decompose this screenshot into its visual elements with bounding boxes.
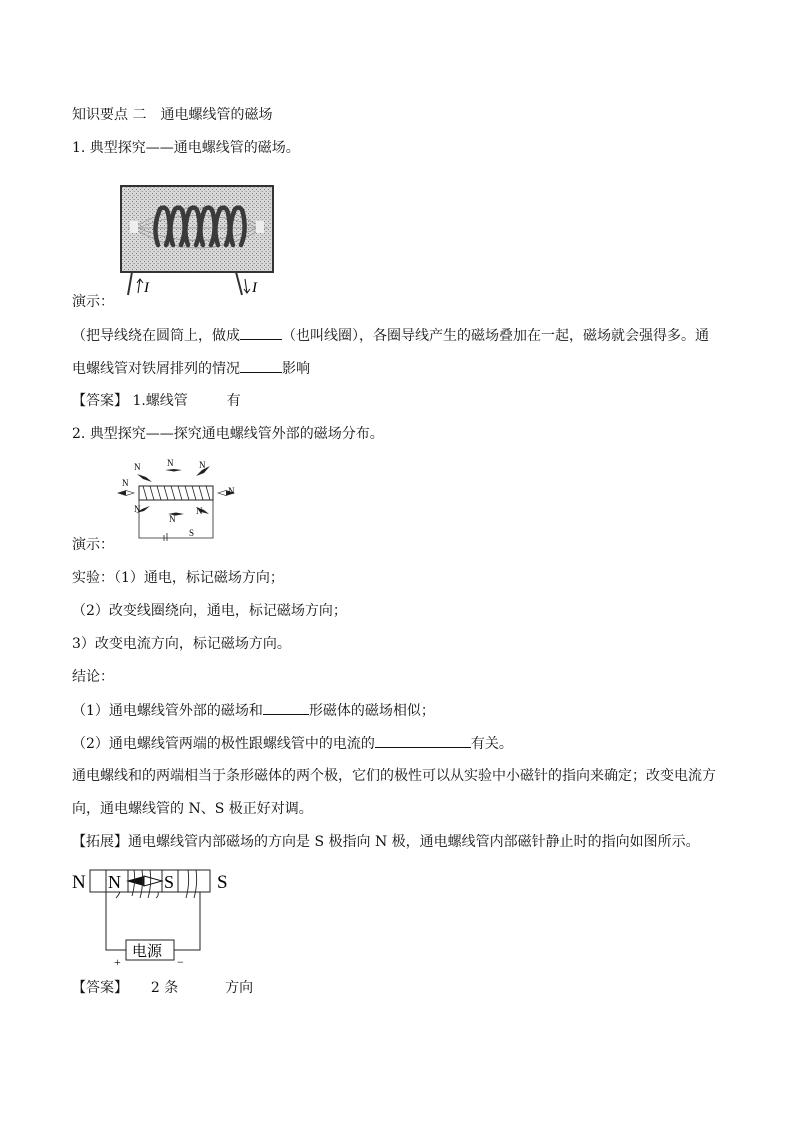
needle-n-label: N (199, 460, 206, 470)
answer-label: 【答案】 (72, 393, 128, 409)
needle-n-label: N (122, 478, 129, 488)
text-part: 有关。 (470, 736, 513, 752)
extension-label: 【拓展】 (72, 834, 128, 850)
needle-n-label: N (196, 506, 203, 516)
item2-experiment-2: （2）改变线圈绕向，通电，标记磁场方向； (72, 603, 347, 619)
text-part: 影响 (282, 361, 310, 377)
item2-experiment-3: 3）改变电流方向，标记磁场方向。 (72, 636, 291, 652)
item2-conclusion-2 (72, 733, 513, 754)
text-part: 电螺线管对铁屑排列的情况 (72, 361, 240, 377)
current-out-label: I (252, 280, 257, 296)
item2-experiment-1: 实验：（1）通电，标记磁场方向； (72, 570, 284, 586)
item1-paragraph-line1 (72, 325, 709, 346)
fill-blank-3[interactable] (263, 700, 309, 715)
plus-terminal-label: + (114, 955, 121, 969)
answer-1: 2 条 (150, 980, 179, 996)
current-in-label: I (144, 280, 149, 296)
answer-2: 方向 (225, 980, 254, 996)
needle-n-label: N (167, 458, 174, 468)
needle-n-label: N (169, 514, 176, 524)
item2-explanation-line2: 向，通电螺线管的 N、S 极正好对调。 (72, 801, 313, 817)
switch-label: S (189, 528, 195, 538)
item2-conclusion-1 (72, 700, 435, 721)
text-part: （把导线绕在圆筒上，做成 (72, 328, 240, 344)
fill-blank-2[interactable] (240, 358, 282, 373)
needle-n-label: N (134, 504, 141, 514)
item2-answer (72, 978, 253, 998)
right-pole-label: S (217, 872, 228, 893)
extension-text: 通电螺线管内部磁场的方向是 S 极指向 N 极，通电螺线管内部磁针静止时的指向如图所示。 (128, 834, 700, 850)
left-pole-label: N (72, 872, 86, 893)
item2-extension (72, 832, 700, 852)
answer-2: 有 (226, 393, 241, 409)
item1-paragraph-line2 (72, 358, 310, 379)
solenoid-compass-figure (112, 456, 247, 542)
item2-title: 2. 典型探究——探究通电螺线管外部的磁场分布。 (72, 426, 384, 442)
text-part: （1）通电螺线管外部的磁场和 (72, 703, 263, 719)
item1-title: 1. 典型探究——通电螺线管的磁场。 (72, 140, 300, 156)
fill-blank-1[interactable] (240, 325, 282, 340)
minus-terminal-label: − (177, 955, 184, 969)
inner-n-label: N (108, 872, 121, 892)
solenoid-iron-filings-figure (118, 183, 278, 298)
item2-demo-label: 演示： (72, 537, 114, 553)
answer-label: 【答案】 (72, 980, 128, 996)
item1-demo-label: 演示： (72, 294, 114, 310)
needle-n-label: N (134, 462, 141, 472)
section-heading: 知识要点 二 通电螺线管的磁场 (72, 107, 273, 123)
solenoid-internal-field-figure (70, 862, 240, 970)
item1-answer (72, 391, 241, 411)
item2-explanation-line1: 通电螺线和的两端相当于条形磁体的两个极，它们的极性可以从实验中小磁针的指向来确定；改变电流方 (72, 768, 716, 784)
fill-blank-4[interactable] (375, 733, 471, 748)
inner-s-label: S (164, 872, 175, 892)
needle-n-label: N (228, 486, 235, 496)
power-supply-label: 电源 (132, 944, 163, 960)
answer-1: 1.螺线管 (132, 393, 188, 409)
text-part: （2）通电螺线管两端的极性跟螺线管中的电流的 (72, 736, 375, 752)
text-part: 形磁体的磁场相似； (308, 703, 435, 719)
item2-conclusion-label: 结论： (72, 669, 114, 685)
text-part: （也叫线圈），各圈导线产生的磁场叠加在一起，磁场就会强得多。通 (282, 328, 709, 344)
